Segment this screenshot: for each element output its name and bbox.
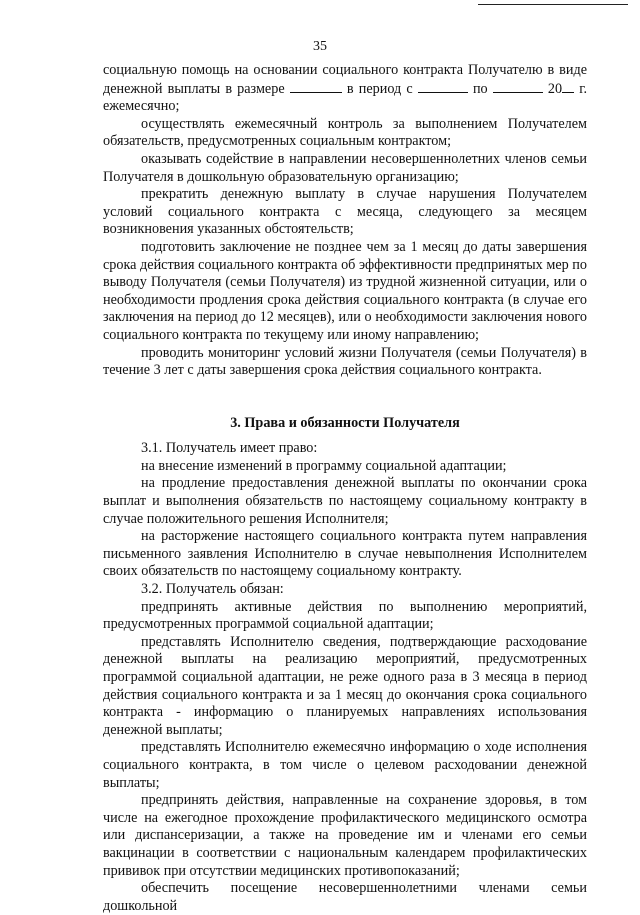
right-paragraph: на внесение изменений в программу социальной адаптации; <box>141 457 507 474</box>
executor-duty-paragraph: проводить мониторинг условий жизни Получателя (семьи Получателя) в течение 3 лет с даты завершения срока действия социального контракта. <box>103 344 587 379</box>
contract-tail-line3: ежемесячно; <box>103 98 180 115</box>
rights-intro: 3.1. Получатель имеет право: <box>141 440 318 457</box>
duties-intro: 3.2. Получатель обязан: <box>141 581 284 598</box>
payment-size-label: денежной выплаты в размере <box>103 80 285 97</box>
page-number: 35 <box>313 39 327 54</box>
year-prefix: 20 <box>547 80 563 97</box>
year-suffix: г. <box>579 80 588 97</box>
duty-paragraph: предпринять активные действия по выполнению мероприятий, предусмотренных программой социальной адаптации; <box>103 598 587 633</box>
executor-duty-paragraph: оказывать содействие в направлении несовершеннолетних членов семьи Получателя в дошкольную образовательную организацию; <box>103 150 587 185</box>
period-start-blank <box>418 80 468 93</box>
period-from-label: в период с <box>346 80 413 97</box>
section-spacer <box>103 380 587 415</box>
duty-paragraph: представлять Исполнителю ежемесячно информацию о ходе исполнения социального контракта, в том числе о целевом расходовании денежной выплаты; <box>103 739 587 791</box>
duty-paragraph: представлять Исполнителю сведения, подтверждающие расходование денежной выплаты на реализацию мероприятий, предусмотренных программой социальной адаптации, не реже одного раза в 3 месяца в период действия социального контракта и за 1 месяц до окончания срока социального контракта - информацию о планируемых направлениях использования денежной выплаты; <box>103 633 587 738</box>
year-blank <box>562 80 574 93</box>
contract-tail-line1 <box>103 62 587 80</box>
heading-gap <box>103 432 587 440</box>
executor-duty-paragraph: подготовить заключение не позднее чем за 1 месяц до даты завершения срока действия социального контракта об эффективности предпринятых мер по выводу Получателя (семьи Получателя) из трудной жизненной ситуации, или о необходимости продления срока действия социального контракта (в случае его заключения на период до 12 месяцев), или о необходимости заключения нового социального контракта по текущему или иному направлению; <box>103 238 587 343</box>
duty-paragraph: обеспечить посещение несовершеннолетними членами семьи дошкольной <box>103 880 587 914</box>
executor-duty-paragraph: прекратить денежную выплату в случае нарушения Получателем условий социального контракта с месяца, следующего за месяцем возникновения указанных обстоятельств; <box>103 186 587 238</box>
payment-amount-blank <box>290 80 342 93</box>
header-rule <box>478 4 628 5</box>
executor-duty-paragraph: осуществлять ежемесячный контроль за выполнением Получателем обязательств, предусмотренных социальным контрактом; <box>103 115 587 150</box>
period-to-label: по <box>472 80 488 97</box>
contract-tail-text: социальную помощь на основании социального контракта Получателю в виде <box>103 62 587 78</box>
section-heading: 3. Права и обязанности Получателя <box>230 414 460 431</box>
contract-tail-line2 <box>103 80 587 99</box>
document-body <box>103 62 587 915</box>
right-paragraph: на расторжение настоящего социального контракта путем направления письменного заявления Исполнителю в случае невыполнения Исполнителем своих обязательств по настоящему социальному контракту. <box>103 528 587 580</box>
duty-paragraph: предпринять действия, направленные на сохранение здоровья, в том числе на ежегодное прохождение профилактического медицинского осмотра или диспансеризации, а также на проведение им и членами его семьи вакцинации в соответствии с национальным календарем профилактических прививок при отсутствии медицинских противопоказаний; <box>103 792 587 879</box>
right-paragraph: на продление предоставления денежной выплаты по окончании срока выплат и выполнения обязательств по настоящему социальному контракту в случае положительного решения Исполнителя; <box>103 475 587 527</box>
period-end-blank <box>493 80 543 93</box>
